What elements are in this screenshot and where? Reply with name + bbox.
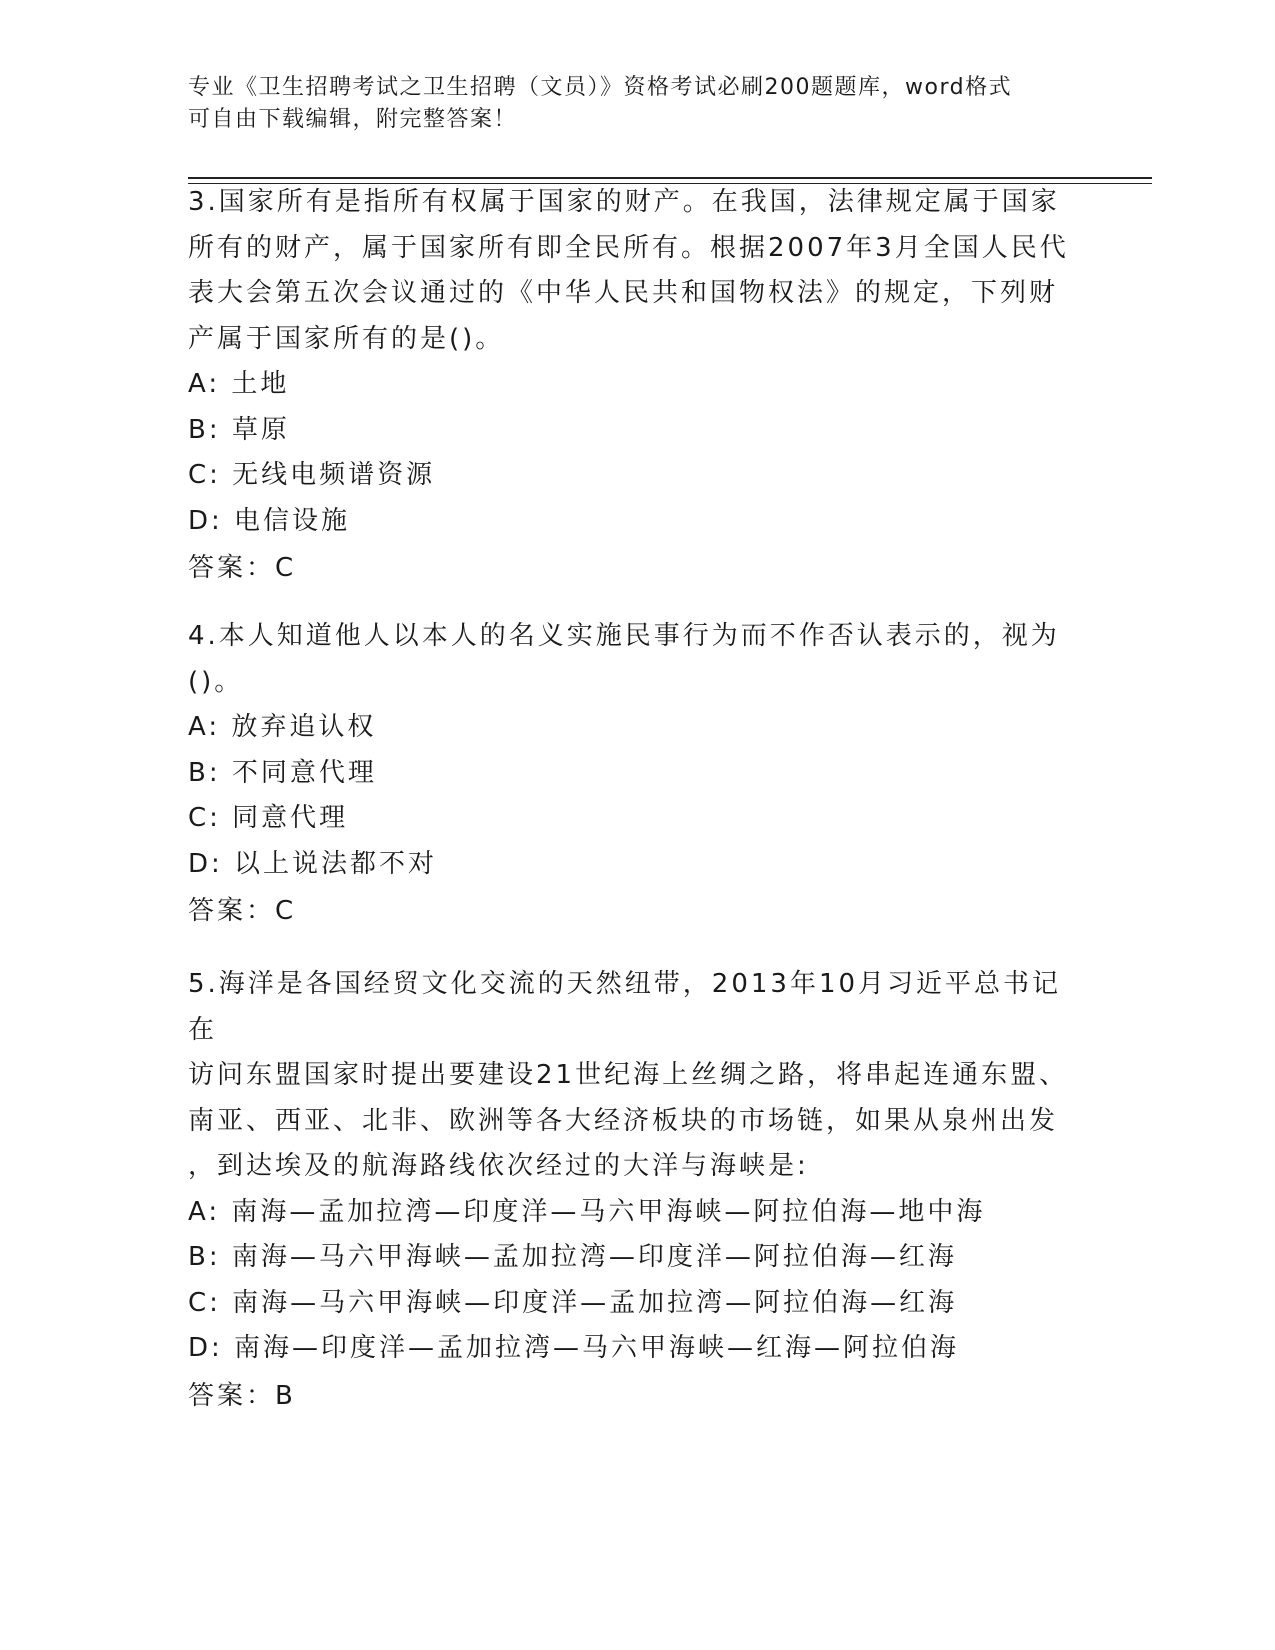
option-b: B: 草原 bbox=[188, 414, 290, 445]
option-a: A: 土地 bbox=[188, 369, 290, 399]
option-d: D: 南海—印度洋—孟加拉湾—马六甲海峡—红海—阿拉伯海 bbox=[188, 1333, 960, 1363]
answer: 答案：C bbox=[188, 553, 297, 583]
stem-line: 南亚、西亚、北非、欧洲等各大经济板块的市场链，如果从泉州出发 bbox=[188, 1105, 1059, 1136]
stem-line: 访问东盟国家时提出要建设21世纪海上丝绸之路，将串起连通东盟、 bbox=[188, 1060, 1069, 1090]
stem-line: 所有的财产，属于国家所有即全民所有。根据2007年3月全国人民代 bbox=[188, 232, 1069, 263]
question-stem bbox=[188, 180, 1088, 362]
stem-line: 产属于国家所有的是()。 bbox=[188, 323, 505, 354]
question-stem bbox=[188, 614, 1088, 705]
option-b: B: 不同意代理 bbox=[188, 757, 377, 788]
question-block bbox=[188, 180, 1088, 592]
question-block bbox=[188, 614, 1088, 935]
document-header bbox=[188, 72, 1068, 136]
answer: 答案：C bbox=[188, 896, 297, 926]
option-c: C: 同意代理 bbox=[188, 803, 349, 833]
header-divider bbox=[188, 177, 1152, 179]
stem-line: 3.国家所有是指所有权属于国家的财产。在我国，法律规定属于国家 bbox=[188, 187, 1060, 217]
option-c: C: 南海—马六甲海峡—印度洋—孟加拉湾—阿拉伯海—红海 bbox=[188, 1287, 958, 1318]
stem-line: ，到达埃及的航海路线依次经过的大洋与海峡是: bbox=[188, 1151, 809, 1181]
option-d: D: 电信设施 bbox=[188, 505, 351, 536]
stem-line: 5.海洋是各国经贸文化交流的天然纽带，2013年10月习近平总书记在 bbox=[188, 969, 1062, 1045]
option-d: D: 以上说法都不对 bbox=[188, 848, 438, 879]
question-block bbox=[188, 962, 1088, 1420]
header-line: 可自由下载编辑，附完整答案！ bbox=[188, 107, 518, 132]
option-a: A: 南海—孟加拉湾—印度洋—马六甲海峡—阿拉伯海—地中海 bbox=[188, 1196, 986, 1227]
question-stem bbox=[188, 962, 1088, 1190]
stem-line: 4.本人知道他人以本人的名义实施民事行为而不作否认表示的，视为 bbox=[188, 621, 1060, 651]
stem-line: ()。 bbox=[188, 666, 244, 697]
option-b: B: 南海—马六甲海峡—孟加拉湾—印度洋—阿拉伯海—红海 bbox=[188, 1242, 957, 1272]
option-a: A: 放弃追认权 bbox=[188, 712, 377, 742]
header-line: 专业《卫生招聘考试之卫生招聘（文员）》资格考试必刷200题题库，word格式 bbox=[188, 75, 1013, 100]
stem-line: 表大会第五次会议通过的《中华人民共和国物权法》的规定，下列财 bbox=[188, 278, 1059, 308]
option-c: C: 无线电频谱资源 bbox=[188, 460, 436, 490]
answer: 答案：B bbox=[188, 1380, 296, 1411]
